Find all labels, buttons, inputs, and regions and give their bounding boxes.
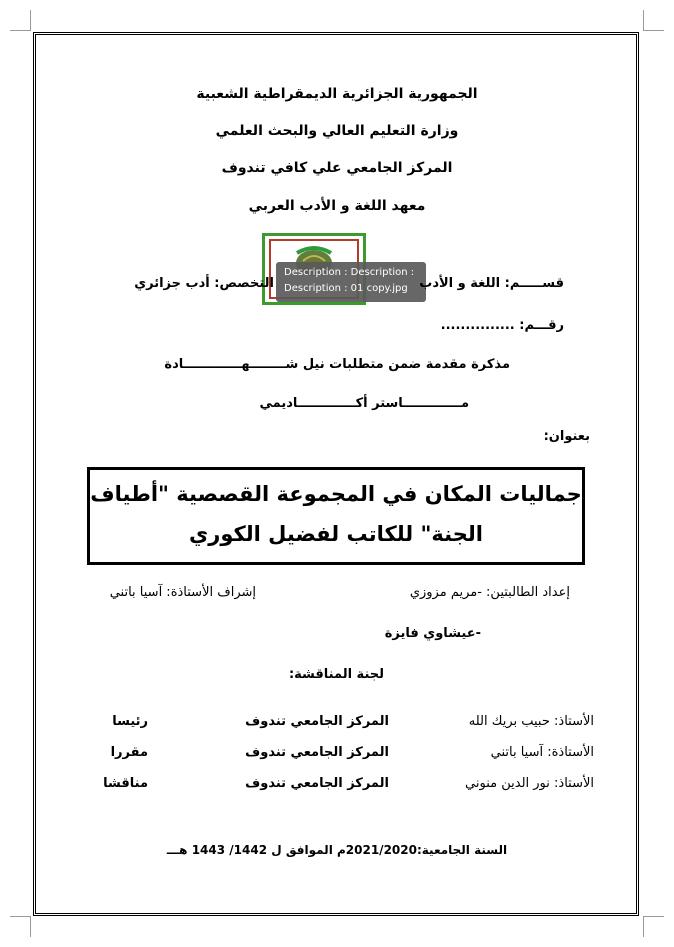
committee-member-institution: المركز الجامعي تندوف	[245, 714, 389, 729]
department-label: قســـــم: اللغة و الأدب	[419, 276, 564, 291]
academic-year: السنة الجامعية:2021/2020م الموافق ل 1442/ 1443 هـــ	[166, 843, 508, 857]
degree-name: مـــــــــــــاستر أكـــــــــــــاديمي	[259, 396, 469, 411]
supervisor: إشراف الأستاذة: آسيا باتني	[109, 585, 256, 600]
thesis-title-line-1: جماليات المكان في المجموعة القصصية "أطياف	[90, 482, 582, 506]
committee-member-name: الأستاذة: آسيا باتني	[490, 745, 594, 760]
committee-label: لجنة المناقشة:	[288, 667, 384, 682]
reference-number: رقـــم: ...............	[440, 318, 564, 333]
page-corner-mark	[643, 916, 664, 937]
thesis-title-line-2: الجنة" للكاتب لفضيل الكوري	[189, 522, 483, 546]
page-corner-mark	[10, 916, 31, 937]
prepared-by: إعداد الطالبتين: -مريم مزوزي	[409, 585, 570, 600]
specialty-label: التخصص: أدب جزائري	[134, 276, 274, 291]
committee-member-institution: المركز الجامعي تندوف	[245, 776, 389, 791]
header-institute: معهد اللغة و الأدب العربي	[248, 198, 426, 214]
page-corner-mark	[643, 10, 664, 31]
committee-member-role: رئيسا	[112, 714, 148, 729]
memo-statement: مذكرة مقدمة ضمن متطلبات نيل شــــــــهـــــــــــــادة	[164, 357, 510, 372]
committee-member-role: مناقشا	[103, 776, 148, 791]
second-student: -عيشاوي فايزة	[384, 626, 481, 641]
tooltip-line-1: Description : Description :	[284, 267, 415, 278]
header-ministry: وزارة التعليم العالي والبحث العلمي	[215, 123, 459, 139]
committee-member-name: الأستاذ: حبيب بريك الله	[468, 714, 594, 729]
committee-member-institution: المركز الجامعي تندوف	[245, 745, 389, 760]
thesis-title-box	[87, 467, 585, 565]
page-corner-mark	[10, 10, 31, 31]
header-center: المركز الجامعي علي كافي تندوف	[221, 160, 453, 176]
header-republic: الجمهورية الجزائرية الديمقراطية الشعبية	[196, 86, 478, 102]
tooltip-line-2: Description : 01 copy.jpg	[284, 283, 408, 294]
committee-member-role: مقررا	[110, 745, 148, 760]
title-label: بعنوان:	[543, 429, 590, 444]
image-description-tooltip	[276, 262, 426, 302]
committee-member-name: الأستاذ: نور الدين منوني	[465, 776, 594, 791]
